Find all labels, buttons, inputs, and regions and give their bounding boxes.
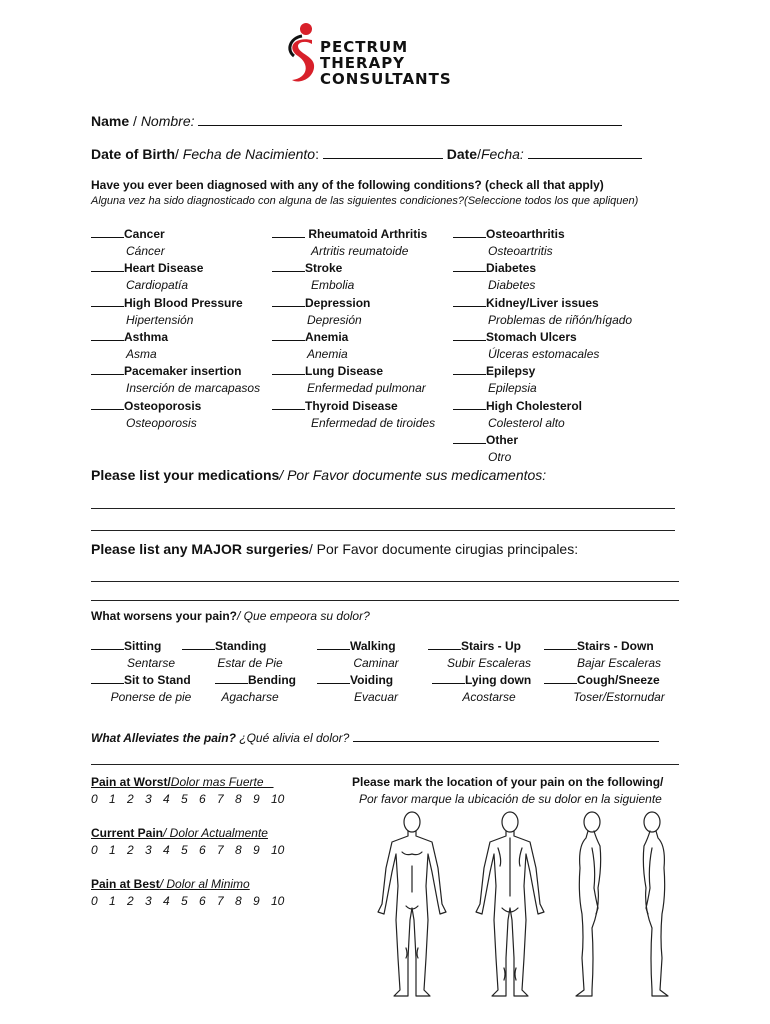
worsens-label-es: Caminar <box>353 656 399 670</box>
condition-label-es: Inserción de marcapasos <box>126 381 261 396</box>
worsens-check-blank[interactable] <box>317 649 350 650</box>
condition-label: Other <box>486 432 519 447</box>
condition-label-es: Osteoartritis <box>488 244 553 258</box>
medications-label: Please list your medications <box>91 467 280 483</box>
condition-check-blank[interactable] <box>272 271 305 272</box>
condition-col2-item[interactable] <box>272 364 383 378</box>
worsens-label-es: / Que empeora su dolor? <box>237 609 370 623</box>
worsens-label: What worsens your pain? <box>91 609 238 623</box>
conditions-question-es: Alguna vez ha sido diagnosticado con alguna de las siguientes condiciones?(Seleccione todos los que apliquen) <box>91 195 639 207</box>
surgeries-label-es: / Por Favor documente cirugias principales: <box>308 541 579 557</box>
worsens-check-blank[interactable] <box>91 683 124 684</box>
condition-col1-item[interactable] <box>91 296 243 310</box>
logo-line-3: CONSULTANTS <box>320 70 452 88</box>
pain-scale-value[interactable]: 1 <box>109 894 116 908</box>
condition-check-blank[interactable] <box>91 340 124 341</box>
worsens-check-blank[interactable] <box>544 683 577 684</box>
worsens-option[interactable] <box>91 639 161 653</box>
condition-col3-item[interactable] <box>453 261 536 275</box>
logo-line-1: PECTRUM <box>320 38 409 56</box>
condition-label-es: Colesterol alto <box>488 415 565 430</box>
pain-scale-value[interactable]: 10 <box>271 792 285 806</box>
condition-check-blank[interactable] <box>91 271 124 272</box>
surgeries-row <box>91 541 578 557</box>
medications-line-1[interactable] <box>91 508 675 509</box>
condition-col2-item[interactable] <box>272 399 398 413</box>
worsens-check-blank[interactable] <box>182 649 215 650</box>
pain-scale-value[interactable]: 0 <box>91 792 98 806</box>
worsens-label-es: Agacharse <box>221 690 279 704</box>
condition-col3-item[interactable] <box>453 433 518 447</box>
condition-check-blank[interactable] <box>91 374 124 375</box>
condition-label-es: Enfermedad de tiroides <box>311 415 436 430</box>
worsens-label-es: Subir Escaleras <box>446 656 532 670</box>
condition-label-es: Hipertensión <box>126 312 194 327</box>
pain-scale-value[interactable]: 9 <box>253 792 260 806</box>
pain-scale-value[interactable]: 9 <box>253 894 260 908</box>
worsens-label: Stairs - Up <box>461 639 522 653</box>
condition-label-es: Cardiopatía <box>126 278 189 293</box>
condition-label-es: Diabetes <box>488 278 536 293</box>
surgeries-label: Please list any MAJOR surgeries <box>91 541 309 557</box>
worsens-label-es: Toser/Estornudar <box>573 690 665 704</box>
condition-label: Cancer <box>124 227 165 241</box>
condition-label: Osteoporosis <box>124 398 202 413</box>
pain-scale-value[interactable]: 5 <box>181 843 188 857</box>
dob-row: Date of Birth/ Fecha de Nacimiento: Date/Fecha: <box>91 146 642 162</box>
condition-label: Thyroid Disease <box>305 398 398 413</box>
worsens-label: Stairs - Down <box>577 639 654 653</box>
condition-col3-item[interactable] <box>453 330 577 344</box>
condition-check-blank[interactable] <box>91 409 124 410</box>
condition-label-es: Enfermedad pulmonar <box>307 381 426 396</box>
condition-label: Epilepsy <box>486 364 536 379</box>
name-field[interactable] <box>198 125 622 126</box>
worsens-check-blank[interactable] <box>91 649 124 650</box>
condition-check-blank[interactable] <box>453 306 486 307</box>
condition-label-es: Problemas de riñón/hígado <box>488 312 633 327</box>
pain-scale-value[interactable]: 7 <box>217 894 224 908</box>
worsens-label-es: Ponerse de pie <box>110 690 192 704</box>
alleviates-row <box>91 731 659 745</box>
worsens-check-blank[interactable] <box>544 649 577 650</box>
pain-best-scale[interactable] <box>91 894 289 908</box>
body-back-figure[interactable] <box>476 812 544 996</box>
pain-scale-value[interactable]: 9 <box>253 843 260 857</box>
pain-scale-value[interactable]: 6 <box>199 792 206 806</box>
pain-scale-value[interactable]: 1 <box>109 792 116 806</box>
condition-col2-item[interactable] <box>272 227 427 241</box>
condition-label: Diabetes <box>486 261 537 276</box>
condition-label-es: Artritis reumatoide <box>311 244 409 258</box>
condition-label-es: Depresión <box>307 312 362 327</box>
condition-check-blank[interactable] <box>91 237 124 238</box>
condition-label: Depression <box>305 295 371 310</box>
pain-scale-value[interactable]: 2 <box>127 894 134 908</box>
worsens-label-es: Bajar Escaleras <box>576 656 662 670</box>
logo <box>284 22 484 88</box>
worsens-label-es: Acostarse <box>462 690 516 704</box>
condition-label-es: Anemia <box>307 346 348 361</box>
condition-label-es: Osteoporosis <box>126 415 197 430</box>
pain-scale-value[interactable]: 4 <box>163 894 170 908</box>
condition-label: Pacemaker insertion <box>124 364 242 379</box>
dob-field[interactable] <box>323 158 443 159</box>
worsens-option[interactable] <box>428 639 521 653</box>
pain-scale-value[interactable]: 10 <box>271 894 285 908</box>
worsens-label: Cough/Sneeze <box>577 673 660 687</box>
medications-row <box>91 467 546 483</box>
worsens-option[interactable] <box>544 639 654 653</box>
worsens-label: Sit to Stand <box>124 673 191 687</box>
worsens-option[interactable] <box>544 673 660 687</box>
condition-col1-item[interactable] <box>91 261 203 275</box>
body-front-figure[interactable] <box>378 812 446 996</box>
pain-best-es: / Dolor al Minimo <box>159 877 250 891</box>
condition-check-blank[interactable] <box>453 443 486 444</box>
pain-scale-value[interactable]: 8 <box>235 843 242 857</box>
pain-scale-value[interactable]: 3 <box>145 843 152 857</box>
condition-col1-item[interactable] <box>91 330 168 344</box>
date-field[interactable] <box>528 158 642 159</box>
worsens-label: Bending <box>248 673 296 687</box>
pain-scale-value[interactable]: 3 <box>145 792 152 806</box>
condition-col3-item[interactable] <box>453 364 535 378</box>
dob-label: Date of Birth <box>91 146 175 162</box>
condition-label-es: Asma <box>126 346 157 361</box>
condition-check-blank[interactable] <box>453 409 486 410</box>
pain-scale-value[interactable]: 2 <box>127 843 134 857</box>
worsens-option[interactable] <box>317 673 393 687</box>
condition-label: High Cholesterol <box>486 398 583 413</box>
pain-scale-value[interactable]: 0 <box>91 843 98 857</box>
condition-col3-item[interactable] <box>453 399 582 413</box>
pain-scale-value[interactable]: 0 <box>91 894 98 908</box>
worsens-check-blank[interactable] <box>215 683 248 684</box>
pain-current-scale[interactable] <box>91 843 289 857</box>
condition-check-blank[interactable] <box>91 306 124 307</box>
pain-scale-value[interactable]: 7 <box>217 792 224 806</box>
body-side-right-figure[interactable] <box>576 812 601 996</box>
condition-check-blank[interactable] <box>453 237 486 238</box>
condition-label: High Blood Pressure <box>124 295 243 310</box>
condition-check-blank[interactable] <box>272 237 305 238</box>
alleviates-field[interactable] <box>353 741 659 742</box>
body-map[interactable] <box>370 808 680 1000</box>
body-side-left-figure[interactable] <box>643 812 668 996</box>
date-label-es: Fecha: <box>481 146 524 162</box>
pain-worst-es: Dolor mas Fuerte <box>170 775 264 789</box>
alleviates-line-2[interactable] <box>91 764 679 765</box>
condition-label: Asthma <box>124 329 169 344</box>
condition-check-blank[interactable] <box>453 374 486 375</box>
condition-check-blank[interactable] <box>272 340 305 341</box>
pain-scale-value[interactable]: 5 <box>181 792 188 806</box>
worsens-option[interactable] <box>432 673 531 687</box>
condition-label: Stroke <box>305 261 343 276</box>
pain-scale-value[interactable]: 10 <box>271 843 285 857</box>
conditions-question: Have you ever been diagnosed with any of the following conditions? (check all that apply) <box>91 178 604 192</box>
condition-col2-item[interactable] <box>272 330 348 344</box>
condition-label: Lung Disease <box>305 364 384 379</box>
date-label: Date <box>446 146 478 162</box>
condition-col1-item[interactable] <box>91 227 165 241</box>
condition-check-blank[interactable] <box>272 306 305 307</box>
condition-check-blank[interactable] <box>453 340 486 341</box>
condition-label: Stomach Ulcers <box>486 329 577 344</box>
pain-scale-value[interactable]: 1 <box>109 843 116 857</box>
medications-label-es: / Por Favor documente sus medicamentos: <box>279 467 547 483</box>
body-map-label-es: Por favor marque la ubicación de su dolor en la siguiente <box>359 792 662 806</box>
condition-label: Kidney/Liver issues <box>486 295 599 310</box>
pain-current-en: Current Pain <box>91 826 164 840</box>
pain-worst-label <box>91 775 274 789</box>
condition-label: Heart Disease <box>124 261 204 276</box>
condition-label-es: Cáncer <box>126 244 165 258</box>
dob-label-es: Fecha de Nacimiento <box>182 146 316 162</box>
pain-scale-value[interactable]: 7 <box>217 843 224 857</box>
worsens-option[interactable] <box>182 639 266 653</box>
worsens-label: Sitting <box>124 639 162 653</box>
worsens-label-es: Sentarse <box>126 656 176 670</box>
worsens-label: Walking <box>350 639 396 653</box>
surgeries-line-1[interactable] <box>91 581 679 582</box>
pain-scale-value[interactable]: 8 <box>235 894 242 908</box>
condition-label: Rheumatoid Arthritis <box>308 227 428 241</box>
worsens-option[interactable] <box>317 639 396 653</box>
worsens-check-blank[interactable] <box>432 683 465 684</box>
worsens-option[interactable] <box>215 673 296 687</box>
name-label: Name <box>91 113 130 129</box>
condition-label: Anemia <box>305 329 349 344</box>
pain-scale-value[interactable]: 4 <box>163 792 170 806</box>
condition-col2-item[interactable] <box>272 296 370 310</box>
condition-label: Osteoarthritis <box>486 227 565 241</box>
pain-scale-value[interactable]: 5 <box>181 894 188 908</box>
condition-col3-item[interactable] <box>453 227 565 241</box>
worsens-label: Standing <box>215 639 267 653</box>
condition-check-blank[interactable] <box>453 271 486 272</box>
pain-scale-value[interactable]: 3 <box>145 894 152 908</box>
condition-col1-item[interactable] <box>91 364 241 378</box>
pain-scale-value[interactable]: 2 <box>127 792 134 806</box>
surgeries-line-2[interactable] <box>91 600 679 601</box>
worsens-row <box>91 609 370 623</box>
condition-label-es: Úlceras estomacales <box>488 346 600 361</box>
worsens-label-es: Estar de Pie <box>217 656 283 670</box>
logo-s-icon <box>284 22 324 88</box>
condition-label-es: Epilepsia <box>488 381 537 396</box>
worsens-label: Voiding <box>350 673 394 687</box>
condition-col1-item[interactable] <box>91 399 201 413</box>
alleviates-label: What Alleviates the pain? <box>91 731 236 745</box>
pain-scale-value[interactable]: 6 <box>199 894 206 908</box>
condition-label-es: Otro <box>488 449 512 464</box>
pain-current-es: / Dolor Actualmente <box>163 826 268 840</box>
alleviates-label-es: ¿Qué alivia el dolor? <box>239 731 350 745</box>
worsens-option[interactable] <box>91 673 191 687</box>
worsens-check-blank[interactable] <box>428 649 461 650</box>
condition-label-es: Embolia <box>311 278 355 293</box>
condition-check-blank[interactable] <box>272 409 305 410</box>
worsens-label: Lying down <box>465 673 532 687</box>
body-map-label: Please mark the location of your pain on the following/ <box>352 775 664 789</box>
pain-worst-en: Pain at Worst/ <box>91 775 171 789</box>
pain-best-label <box>91 877 250 891</box>
pain-scale-value[interactable]: 8 <box>235 792 242 806</box>
name-row: Name / Nombre: <box>91 113 622 129</box>
pain-best-en: Pain at Best <box>91 877 160 891</box>
pain-current-label <box>91 826 268 840</box>
worsens-label-es: Evacuar <box>353 690 399 704</box>
pain-scale-value[interactable]: 6 <box>199 843 206 857</box>
condition-col2-item[interactable] <box>272 261 342 275</box>
condition-check-blank[interactable] <box>272 374 305 375</box>
pain-scale-value[interactable]: 4 <box>163 843 170 857</box>
pain-worst-scale[interactable] <box>91 792 289 806</box>
name-label-es: Nombre: <box>140 113 195 129</box>
worsens-check-blank[interactable] <box>317 683 350 684</box>
logo-line-2: THERAPY <box>320 54 406 72</box>
medications-line-2[interactable] <box>91 530 675 531</box>
condition-col3-item[interactable] <box>453 296 599 310</box>
